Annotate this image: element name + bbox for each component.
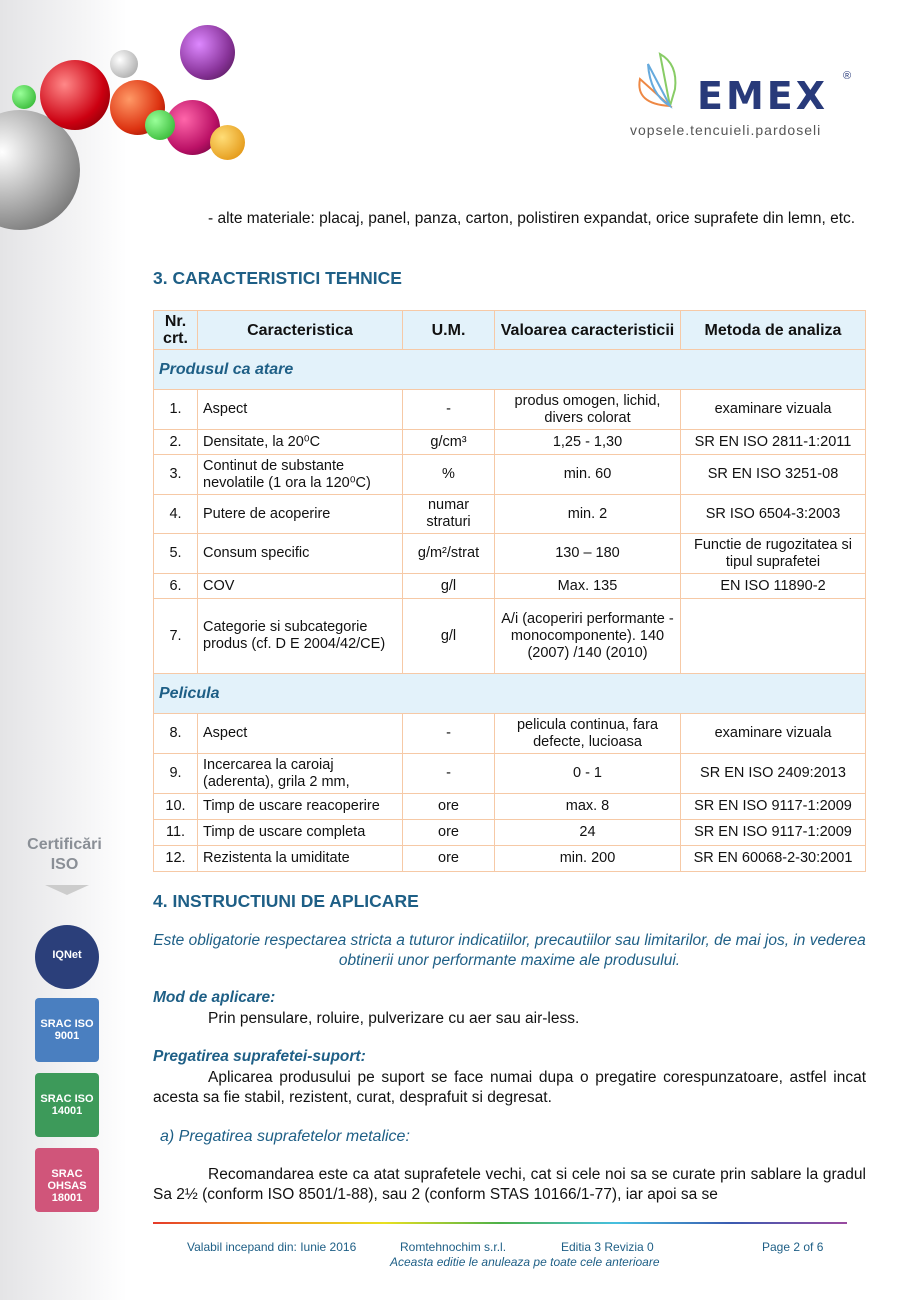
butterfly-icon [630,44,690,114]
table-row [154,495,866,534]
cell-nr: 7. [154,599,198,674]
cell-metoda: SR EN ISO 2811-1:2011 [681,430,866,455]
cell-metoda: SR EN ISO 2409:2013 [681,754,866,794]
table-row [154,794,866,820]
pregatire-title: Pregatirea suprafetei-suport: [153,1048,366,1065]
metal-surfaces-text: Recomandarea este ca atat suprafetele vechi, cat si cele noi sa se curate prin sablare la gradul Sa 2½ (conform ISO 8501/1-88), sau 2 (conform STAS 10166/1-77), iar apoi sa se [153,1166,866,1203]
cell-um: g/m²/strat [403,534,495,574]
cell-caracteristica: Categorie si subcategorie produs (cf. D E 2004/42/CE) [198,599,403,674]
cell-nr: 4. [154,495,198,534]
cell-valoare: min. 60 [495,455,681,495]
cell-valoare: produs omogen, lichid, divers colorat [495,390,681,430]
technical-characteristics-table [153,310,866,872]
cell-um: g/cm³ [403,430,495,455]
table-row [154,599,866,674]
application-note: Este obligatorie respectarea stricta a tuturor indicatiilor, precautiilor sau limitarilor, de mai jos, in vederea obtinerii unor performante maxime ale produsului. [153,932,866,969]
group-label: Produsul ca atare [154,350,866,390]
footer-note: Aceasta editie le anuleaza pe toate cele anterioare [390,1255,660,1269]
table-row [154,754,866,794]
cell-metoda: SR EN ISO 9117-1:2009 [681,794,866,820]
arrow-down-icon [45,885,89,895]
pregatire-text: Aplicarea produsului pe suport se face numai dupa o pregatire corespunzatoare, astfel incat acesta sa fie stabil, rezistent, curat, desprafuit si degresat. [153,1069,866,1106]
cell-nr: 1. [154,390,198,430]
section-title: 3. CARACTERISTICI TEHNICE [153,268,402,288]
cell-metoda: examinare vizuala [681,714,866,754]
cell-valoare: min. 2 [495,495,681,534]
cell-um: g/l [403,599,495,674]
header-um: U.M. [403,311,495,350]
cell-caracteristica: Rezistenta la umiditate [198,846,403,872]
cell-caracteristica: Timp de uscare completa [198,820,403,846]
footer-page: Page 2 of 6 [762,1240,824,1254]
cell-metoda: SR EN 60068-2-30:2001 [681,846,866,872]
cell-um: numar straturi [403,495,495,534]
table-row [154,455,866,495]
cell-caracteristica: Densitate, la 20⁰C [198,430,403,455]
table-row [154,390,866,430]
mod-aplicare-title: Mod de aplicare: [153,989,276,1006]
cell-um: ore [403,794,495,820]
table-row [154,714,866,754]
cell-valoare: 0 - 1 [495,754,681,794]
cell-caracteristica: Putere de acoperire [198,495,403,534]
cell-metoda: SR EN ISO 3251-08 [681,455,866,495]
cell-nr: 9. [154,754,198,794]
cell-nr: 8. [154,714,198,754]
table-row [154,534,866,574]
cell-caracteristica: Aspect [198,390,403,430]
header-caracteristica: Caracteristica [198,311,403,350]
header-nr: Nr. crt. [154,311,198,350]
emex-logo [625,40,865,140]
table-row [154,430,866,455]
registered-mark: ® [843,70,852,82]
cell-nr: 5. [154,534,198,574]
cert-title: Certificări ISO [27,836,102,873]
cell-caracteristica: Timp de uscare reacoperire [198,794,403,820]
cell-valoare: pelicula continua, fara defecte, lucioasa [495,714,681,754]
cell-valoare: 24 [495,820,681,846]
mod-aplicare-text: Prin pensulare, roluire, pulverizare cu aer sau air-less. [208,1010,580,1027]
footer-edition: Editia 3 Revizia 0 [561,1240,654,1254]
cell-nr: 12. [154,846,198,872]
cell-um: g/l [403,574,495,599]
group-label: Pelicula [154,674,866,714]
cell-metoda: SR ISO 6504-3:2003 [681,495,866,534]
intro-paragraph: - alte materiale: placaj, panel, panza, carton, polistiren expandat, orice suprafete din lemn, etc. [208,210,856,227]
table-row [154,574,866,599]
cell-um: - [403,714,495,754]
cell-valoare: Max. 135 [495,574,681,599]
cell-um: - [403,390,495,430]
cell-caracteristica: Continut de substante nevolatile (1 ora la 120⁰C) [198,455,403,495]
cell-valoare: max. 8 [495,794,681,820]
footer-company: Romtehnochim s.r.l. [400,1240,507,1254]
cell-metoda: EN ISO 11890-2 [681,574,866,599]
table-header [154,311,866,350]
cell-metoda: SR EN ISO 9117-1:2009 [681,820,866,846]
cell-nr: 6. [154,574,198,599]
brand-name: EMEX [697,74,829,118]
cell-nr: 10. [154,794,198,820]
cell-metoda [681,599,866,674]
brand-tagline: vopsele.tencuieli.pardoseli [630,122,822,138]
footer-valid: Valabil incepand din: Iunie 2016 [187,1240,357,1254]
cell-caracteristica: Incercarea la caroiaj (aderenta), grila 2 mm, [198,754,403,794]
cell-um: - [403,754,495,794]
section-title: 4. INSTRUCTIUNI DE APLICARE [153,891,419,911]
cell-nr: 2. [154,430,198,455]
cell-caracteristica: COV [198,574,403,599]
cell-um: ore [403,846,495,872]
table-row [154,846,866,872]
group-row [154,350,866,390]
table-row [154,820,866,846]
cell-valoare: A/i (acoperiri performante - monocomponente). 140 (2007) /140 (2010) [495,599,681,674]
rainbow-divider [153,1222,847,1224]
cell-caracteristica: Aspect [198,714,403,754]
cell-valoare: 130 – 180 [495,534,681,574]
metal-surfaces-title: a) Pregatirea suprafetelor metalice: [160,1128,410,1145]
cell-caracteristica: Consum specific [198,534,403,574]
iqnet-badge: IQNet [35,925,99,989]
srac-14001-badge: SRAC ISO 14001 [35,1073,99,1137]
cell-valoare: 1,25 - 1,30 [495,430,681,455]
srac-ohsas-badge: SRAC OHSAS 18001 [35,1148,99,1212]
header-valoarea: Valoarea caracteristicii [495,311,681,350]
cell-metoda: Functie de rugozitatea si tipul suprafetei [681,534,866,574]
cell-nr: 3. [154,455,198,495]
cell-valoare: min. 200 [495,846,681,872]
cell-metoda: examinare vizuala [681,390,866,430]
cell-um: ore [403,820,495,846]
cell-nr: 11. [154,820,198,846]
header-metoda: Metoda de analiza [681,311,866,350]
group-row [154,674,866,714]
srac-9001-badge: SRAC ISO 9001 [35,998,99,1062]
cell-um: % [403,455,495,495]
